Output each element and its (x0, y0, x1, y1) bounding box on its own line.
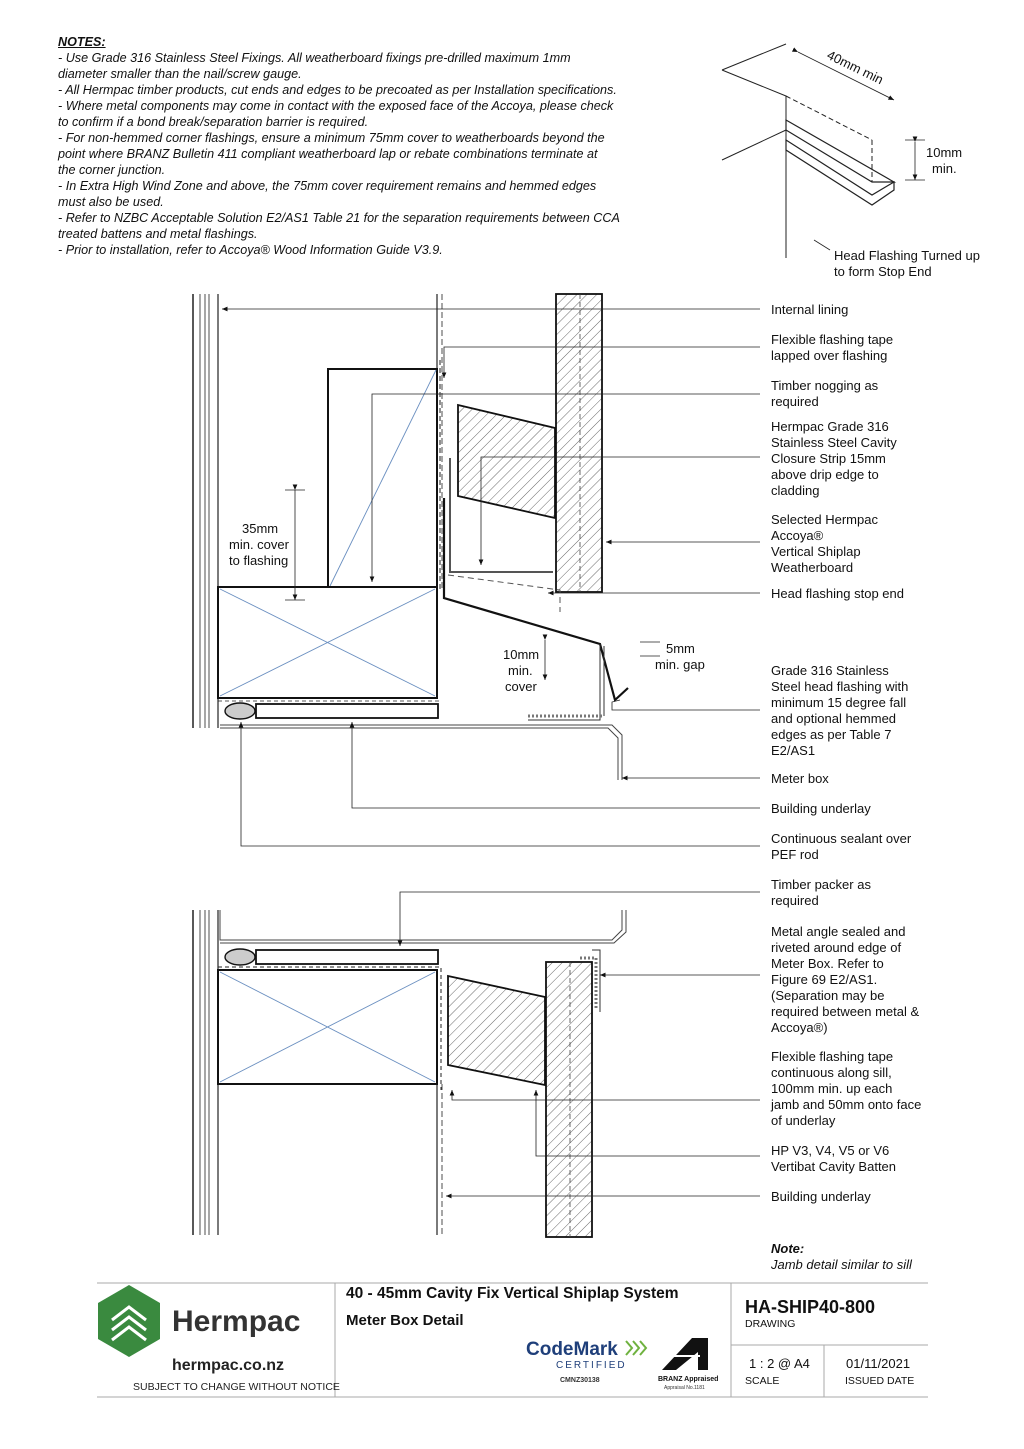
scale-value: 1 : 2 @ A4 (749, 1356, 810, 1371)
bottom-note-text: Jamb detail similar to sill (771, 1257, 912, 1272)
head-leaders (222, 309, 760, 846)
head-labels (771, 302, 912, 862)
sill-labels (770, 877, 921, 1204)
branz-logo (658, 1338, 718, 1391)
callout-label: 100mm min. up each (771, 1081, 893, 1096)
note-line: diameter smaller than the nail/screw gauge. (58, 67, 302, 81)
note-line: - All Hermpac timber products, cut ends and edges to be precoated as per Installation specifications. (58, 83, 617, 97)
inset-dim-40: 40mm min (824, 47, 886, 88)
drawing-number: HA-SHIP40-800 (745, 1297, 876, 1317)
callout-label: required (771, 893, 819, 908)
inset-stop-end (722, 44, 980, 279)
codemark-text: CodeMark (526, 1339, 618, 1360)
dim-5-b: min. gap (655, 657, 705, 672)
notes-heading: NOTES: (58, 35, 106, 49)
note-line: - Prior to installation, refer to Accoya® Wood Information Guide V3.9. (58, 243, 443, 257)
callout-label: Continuous sealant over (771, 831, 912, 846)
callout-label: Building underlay (771, 801, 871, 816)
callout-label: PEF rod (771, 847, 819, 862)
branz-text: BRANZ Appraised (658, 1376, 719, 1383)
dim-5-a: 5mm (666, 641, 695, 656)
callout-label: Meter box (771, 771, 829, 786)
callout-label: lapped over flashing (771, 348, 888, 363)
inset-dim-10-a: 10mm (926, 145, 963, 160)
dim-35-c: to flashing (229, 553, 289, 568)
branz-no: Appraisal No.1181 (664, 1385, 705, 1391)
inset-label-b: to form Stop End (834, 264, 932, 279)
note-line: to confirm if a bond break/separation barrier is required. (58, 115, 369, 129)
callout-label: jamb and 50mm onto face (771, 1097, 922, 1112)
note-line: point where BRANZ Bulletin 411 compliant weatherboard lap or rebate combinations terminate at (58, 147, 598, 161)
note-line: - Where metal components may come in contact with the exposed face of the Accoya, please check (58, 99, 614, 113)
inset-dim-10-b: min. (932, 161, 957, 176)
callout-label: Weatherboard (771, 560, 854, 575)
callout-label: Metal angle sealed and (771, 924, 906, 939)
callout-label: Vertibat Cavity Batten (771, 1159, 897, 1174)
callout-label: HP V3, V4, V5 or V6 (771, 1143, 890, 1158)
callout-label: Meter Box. Refer to (771, 956, 884, 971)
drawing-title: 40 - 45mm Cavity Fix Vertical Shiplap System (346, 1285, 679, 1302)
note-line: must also be used. (58, 195, 164, 209)
hermpac-logo (98, 1285, 160, 1357)
callout-label: Grade 316 Stainless (771, 663, 889, 678)
note-line: the corner junction. (58, 163, 166, 177)
sill-detail (193, 910, 626, 1237)
drawing-label: DRAWING (745, 1318, 796, 1330)
dim-35-b: min. cover (229, 537, 289, 552)
company-website: hermpac.co.nz (172, 1357, 285, 1374)
dim-10-a: 10mm (503, 647, 540, 662)
inset-label-a: Head Flashing Turned up (834, 248, 980, 263)
callout-label: Timber nogging as (771, 378, 879, 393)
callout-label: above drip edge to (771, 467, 879, 482)
codemark-logo (526, 1339, 646, 1384)
callout-label: minimum 15 degree fall (771, 695, 907, 710)
callout-label: Internal lining (771, 302, 849, 317)
callout-label: riveted around edge of (771, 940, 902, 955)
callout-label: Flexible flashing tape (771, 332, 894, 347)
dim-10-c: cover (505, 679, 537, 694)
callout-label: cladding (771, 483, 820, 498)
codemark-sub: CERTIFIED (556, 1360, 627, 1371)
callout-label: Accoya® (771, 528, 824, 543)
callout-label: Selected Hermpac (771, 512, 878, 527)
dim-10-b: min. (508, 663, 533, 678)
callout-label: Closure Strip 15mm (771, 451, 886, 466)
note-line: - In Extra High Wind Zone and above, the 75mm cover requirement remains and hemmed edges (58, 179, 597, 193)
disclaimer: SUBJECT TO CHANGE WITHOUT NOTICE (133, 1381, 340, 1393)
callout-label: E2/AS1 (771, 743, 816, 758)
issued-label: ISSUED DATE (845, 1375, 915, 1387)
note-line: - For non-hemmed corner flashings, ensure a minimum 75mm cover to weatherboards beyond the (58, 131, 605, 145)
callout-label: Stainless Steel Cavity (771, 435, 897, 450)
callout-label: edges as per Table 7 (771, 727, 892, 742)
callout-label: Steel head flashing with (771, 679, 909, 694)
issued-date: 01/11/2021 (846, 1356, 911, 1371)
callout-label: Hermpac Grade 316 (771, 419, 889, 434)
note-line: - Refer to NZBC Acceptable Solution E2/AS1 Table 21 for the separation requirements between CCA (58, 211, 620, 225)
scale-label: SCALE (745, 1375, 780, 1387)
callout-label: required between metal & (771, 1004, 920, 1019)
codemark-no: CMNZ30138 (560, 1377, 600, 1384)
dim-35-a: 35mm (242, 521, 279, 536)
note-line: treated battens and metal flashings. (58, 227, 258, 241)
callout-label: Flexible flashing tape (771, 1049, 894, 1064)
callout-label: Building underlay (771, 1189, 871, 1204)
callout-label: of underlay (771, 1113, 836, 1128)
callout-label: required (771, 394, 819, 409)
callout-label: Head flashing stop end (771, 586, 904, 601)
note-line: - Use Grade 316 Stainless Steel Fixings. All weatherboard fixings pre-drilled maximum 1mm (58, 51, 571, 65)
callout-label: (Separation may be (771, 988, 885, 1003)
head-dimensions (229, 490, 705, 694)
company-name: Hermpac (172, 1305, 301, 1338)
callout-label: and optional hemmed (771, 711, 897, 726)
callout-label: Accoya®) (771, 1020, 828, 1035)
bottom-note-heading: Note: (771, 1241, 805, 1256)
callout-label: Timber packer as (771, 877, 871, 892)
callout-label: Figure 69 E2/AS1. (771, 972, 878, 987)
callout-label: continuous along sill, (771, 1065, 892, 1080)
callout-label: Vertical Shiplap (771, 544, 861, 559)
drawing-subtitle: Meter Box Detail (346, 1312, 464, 1329)
